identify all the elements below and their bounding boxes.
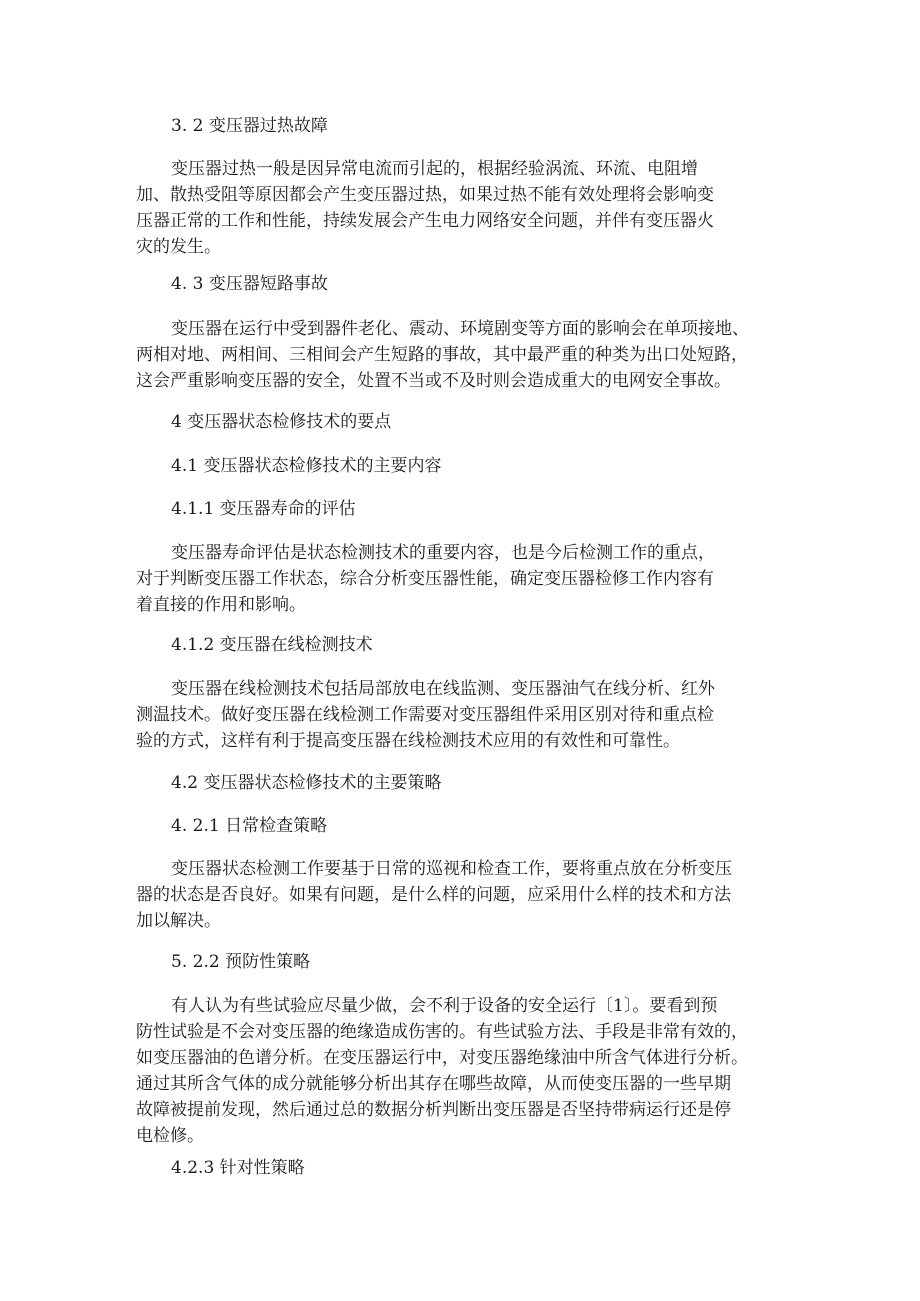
- section-heading-4-1-1: 4.1.1 变压器寿命的评估: [171, 499, 356, 519]
- paragraph-daily-inspection: [136, 856, 771, 934]
- paragraph-line: 通过其所含气体的成分就能够分析出其存在哪些故障，从而使变压器的一些早期: [136, 1074, 731, 1094]
- paragraph-line: 变压器状态检测工作要基于日常的巡视和检查工作，要将重点放在分析变压: [171, 859, 732, 879]
- paragraph-lifetime-evaluation: [136, 540, 771, 618]
- paragraph-line: 变压器过热一般是因异常电流而引起的，根据经验涡流、环流、电阻增: [171, 159, 698, 179]
- paragraph-line: 如变压器油的色谱分析。在变压器运行中，对变压器绝缘油中所含气体进行分析。: [136, 1048, 748, 1068]
- paragraph-line: 加以解决。: [136, 911, 221, 931]
- paragraph-line: 两相对地、两相间、三相间会产生短路的事故，其中最严重的种类为出口处短路，: [136, 345, 748, 365]
- section-heading-4-1-2: 4.1.2 变压器在线检测技术: [171, 635, 373, 655]
- section-heading-4: 4 变压器状态检修技术的要点: [171, 412, 392, 432]
- paragraph-preventive: [136, 993, 771, 1149]
- paragraph-line: 着直接的作用和影响。: [136, 595, 306, 615]
- section-heading-4-2-3: 4.2.3 针对性策略: [171, 1158, 305, 1178]
- paragraph-line: 变压器在运行中受到器件老化、震动、环境剧变等方面的影响会在单项接地、: [171, 319, 749, 339]
- paragraph-line: 加、散热受阻等原因都会产生变压器过热，如果过热不能有效处理将会影响变: [136, 185, 714, 205]
- paragraph-short-circuit: [136, 316, 771, 394]
- paragraph-line: 有人认为有些试验应尽量少做，会不利于设备的安全运行〔1〕。要看到预: [171, 996, 718, 1016]
- paragraph-line: 防性试验是不会对变压器的绝缘造成伤害的。有些试验方法、手段是非常有效的，: [136, 1022, 748, 1042]
- section-heading-4-2-2: 5. 2.2 预防性策略: [171, 952, 311, 972]
- section-heading-3-2: 3. 2 变压器过热故障: [171, 116, 328, 136]
- section-heading-4-2: 4.2 变压器状态检修技术的主要策略: [171, 773, 442, 793]
- paragraph-line: 对于判断变压器工作状态，综合分析变压器性能，确定变压器检修工作内容有: [136, 569, 714, 589]
- paragraph-line: 测温技术。做好变压器在线检测工作需要对变压器组件采用区别对待和重点检: [136, 705, 714, 725]
- paragraph-line: 变压器寿命评估是状态检测技术的重要内容，也是今后检测工作的重点，: [171, 543, 715, 563]
- paragraph-line: 灾的发生。: [136, 237, 221, 257]
- paragraph-line: 验的方式，这样有利于提高变压器在线检测技术应用的有效性和可靠性。: [136, 731, 680, 751]
- paragraph-line: 这会严重影响变压器的安全，处置不当或不及时则会造成重大的电网安全事故。: [136, 371, 731, 391]
- section-heading-4-2-1: 4. 2.1 日常检查策略: [171, 816, 328, 836]
- paragraph-line: 器的状态是否良好。如果有问题，是什么样的问题，应采用什么样的技术和方法: [136, 885, 731, 905]
- paragraph-overheating: [136, 156, 771, 260]
- paragraph-line: 故障被提前发现，然后通过总的数据分析判断出变压器是否坚持带病运行还是停: [136, 1100, 731, 1120]
- paragraph-line: 变压器在线检测技术包括局部放电在线监测、变压器油气在线分析、红外: [171, 679, 715, 699]
- paragraph-line: 电检修。: [136, 1126, 204, 1146]
- section-heading-4-1: 4.1 变压器状态检修技术的主要内容: [171, 456, 442, 476]
- paragraph-online-detection: [136, 676, 771, 754]
- section-heading-4-3: 4. 3 变压器短路事故: [171, 274, 328, 294]
- paragraph-line: 压器正常的工作和性能，持续发展会产生电力网络安全问题，并伴有变压器火: [136, 211, 714, 231]
